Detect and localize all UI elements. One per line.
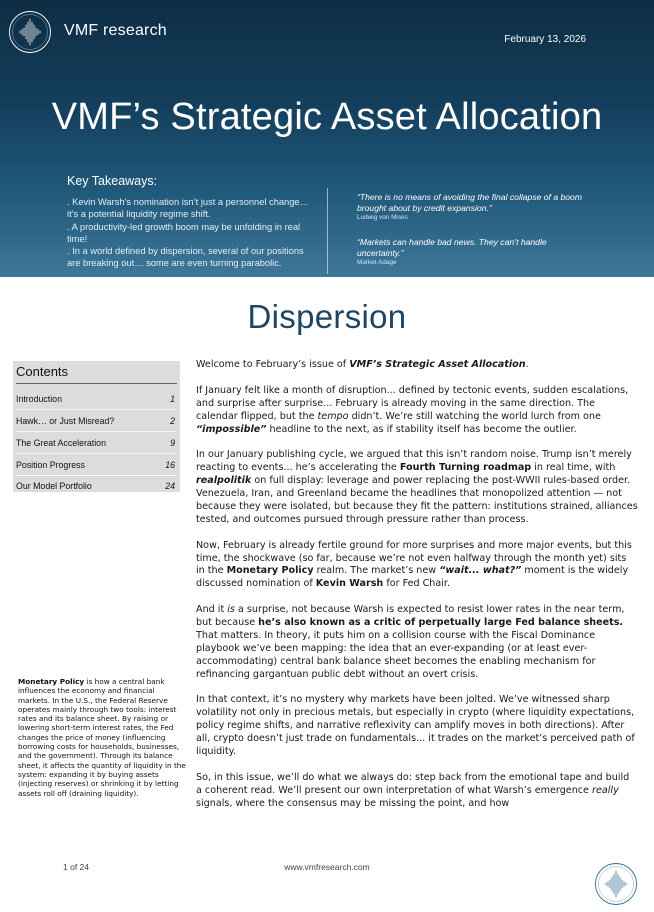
emphasis: realpolitik xyxy=(196,475,252,487)
publication-name: VMF’s Strategic Asset Allocation xyxy=(349,359,526,370)
text-run: So, in this issue, we’ll do what we always do: step back from the emotional tape and build a coherent read. We’ll present our own interpretation of what Warsh’s emergence xyxy=(196,771,630,796)
toc-item-label: The Great Acceleration xyxy=(16,438,106,448)
table-of-contents xyxy=(13,361,180,492)
text-run: realm. The market’s new xyxy=(313,565,440,577)
emphasis: “wait... what?” xyxy=(439,565,522,577)
emphasis: is xyxy=(227,604,235,616)
footer-website-link[interactable]: www.vmfresearch.com xyxy=(284,862,370,872)
sound-wave-logo-icon xyxy=(8,10,52,54)
emphasis: he’s also known as a critic of perpetually large Fed balance sheets. xyxy=(258,617,624,629)
text-run: And it xyxy=(196,604,228,616)
toc-item-hawk[interactable] xyxy=(16,413,177,429)
quote-block xyxy=(357,237,587,266)
text-run: in real time, with xyxy=(531,462,616,474)
key-takeaways-heading: Key Takeaways: xyxy=(67,174,158,188)
page-number: 1 of 24 xyxy=(63,862,89,872)
brand-name: VMF research xyxy=(64,22,167,39)
toc-separator xyxy=(16,409,177,410)
text-run: That matters. In theory, it puts him on a collision course with the Fiscal Dominance playbook we’ve been mapping: the idea that an ever-expanding (or at least ever-accommodating) central bank balance sheet becomes the enabling mechanism for refinancing gargantuan public debt without an overt crisis. xyxy=(196,629,596,680)
toc-item-page: 9 xyxy=(170,438,175,448)
toc-item-page: 16 xyxy=(165,460,175,470)
key-takeaway-item: . In a world defined by dispersion, several of our positions are breaking out… some are even turning parabolic. xyxy=(67,246,304,269)
emphasis: Monetary Policy xyxy=(226,565,314,577)
paragraph xyxy=(196,359,638,372)
paragraph xyxy=(196,540,638,592)
report-title: VMF’s Strategic Asset Allocation xyxy=(51,96,603,138)
text-run: . xyxy=(525,359,529,370)
quote-author: Ludwig von Mises xyxy=(357,214,408,221)
quote-author: Market Adage xyxy=(357,259,397,266)
text-run: Now, February is already fertile ground for more surprises and more major events, but this time, the shockwave (so far, because we’re not even halfway through the month yet) sits in the xyxy=(196,539,632,577)
sound-wave-logo-icon xyxy=(594,862,638,906)
text-run: Welcome to February’s issue of xyxy=(196,359,350,370)
quote-block xyxy=(357,192,587,221)
text-run: headline to the next, as if stability itself has become the outlier. xyxy=(266,423,577,435)
toc-separator xyxy=(16,431,177,432)
toc-item-label: Position Progress xyxy=(16,460,85,470)
paragraph xyxy=(196,604,638,681)
paragraph xyxy=(196,385,638,437)
paragraph xyxy=(196,772,638,811)
quote-text: “Markets can handle bad news. They can’t handle uncertainty.” xyxy=(357,237,547,258)
key-takeaway-item: . Kevin Warsh’s nomination isn’t just a personnel change… it’s a potential liquidity regime shift. xyxy=(67,197,309,220)
note-text: is how a central bank influences the economy and financial markets. In the U.S., the Federal Reserve operates mainly through two tools: interest rates and its balance sheet. By raising or lowering short-term interest rates, the Fed changes the price of money (influencing borrowing costs for households, businesses, and the government). Through its balance sheet, it affects the quantity of liquidity in the system: expanding it by buying assets (injecting reserves) or shrinking it by letting assets roll off (draining liquidity). xyxy=(18,677,186,798)
quote-text: “There is no means of avoiding the final collapse of a boom brought about by credit expansion.” xyxy=(357,192,582,213)
toc-item-position-progress[interactable] xyxy=(16,457,177,473)
toc-item-introduction[interactable] xyxy=(16,391,177,407)
text-run: In our January publishing cycle, we argued that this isn’t random noise. Trump isn’t merely reacting to events... he’s accelerating the xyxy=(196,449,632,474)
paragraph xyxy=(196,694,638,759)
toc-separator xyxy=(16,453,177,454)
toc-item-page: 24 xyxy=(165,481,175,491)
text-run: a surprise, not because Warsh is expected to resist lower rates in the near term, but because xyxy=(196,604,625,629)
key-takeaways-list xyxy=(67,196,317,270)
header-banner xyxy=(0,0,654,277)
text-run: If January felt like a month of disruption... defined by tectonic events, sudden escalations, and surprise after surprise... February is already moving in the same direction. The calendar flipped, but the xyxy=(196,384,629,422)
section-title: Dispersion xyxy=(247,298,407,335)
toc-item-page: 1 xyxy=(170,394,175,404)
toc-item-label: Our Model Portfolio xyxy=(16,481,92,491)
note-term: Monetary Policy xyxy=(18,677,85,686)
toc-item-great-acceleration[interactable] xyxy=(16,435,177,451)
toc-item-label: Hawk… or Just Misread? xyxy=(16,416,115,426)
issue-date: February 13, 2026 xyxy=(504,34,586,45)
text-run: moment is the widely discussed nomination of xyxy=(196,565,629,590)
emphasis: really xyxy=(592,784,619,796)
emphasis: Fourth Turning roadmap xyxy=(399,462,532,474)
toc-item-label: Introduction xyxy=(16,394,62,404)
emphasis: tempo xyxy=(317,410,349,422)
key-takeaway-item: . A productivity-led growth boom may be unfolding in real time! xyxy=(67,221,301,244)
toc-separator xyxy=(16,475,177,476)
takeaways-divider xyxy=(327,188,328,274)
text-run: on full display: leverage and power replacing the post-WWII rules-based order. Venezuela, Iran, and Greenland became the headlines that monopolized attention — not because they were isolated, but because they fit the pattern: institutions strained, alliances tested, and outcomes pursued through pressure rather than process. xyxy=(196,475,638,525)
emphasis: Kevin Warsh xyxy=(315,578,384,590)
toc-item-model-portfolio[interactable] xyxy=(16,478,177,494)
emphasis: “impossible” xyxy=(196,423,267,435)
article-body xyxy=(196,359,638,824)
toc-item-page: 2 xyxy=(170,416,175,426)
text-run: for Fed Chair. xyxy=(383,578,451,590)
contents-divider xyxy=(16,383,177,384)
paragraph xyxy=(196,449,638,526)
text-run: In that context, it’s no mystery why markets have been jolted. We’ve witnessed sharp volatility not only in precious metals, but especially in crypto (where liquidity expectations, policy regime shifts, and narrative reflexivity can amplify moves in both directions). After all, crypto doesn’t just trade on fundamentals... it trades on the market’s perceived path of liquidity. xyxy=(196,694,635,758)
text-run: signals, where the consensus may be missing the point, and how xyxy=(196,797,510,809)
contents-heading: Contents xyxy=(16,364,69,379)
text-run: didn’t. We’re still watching the world lurch from one xyxy=(348,410,601,422)
monetary-policy-note xyxy=(18,677,186,798)
